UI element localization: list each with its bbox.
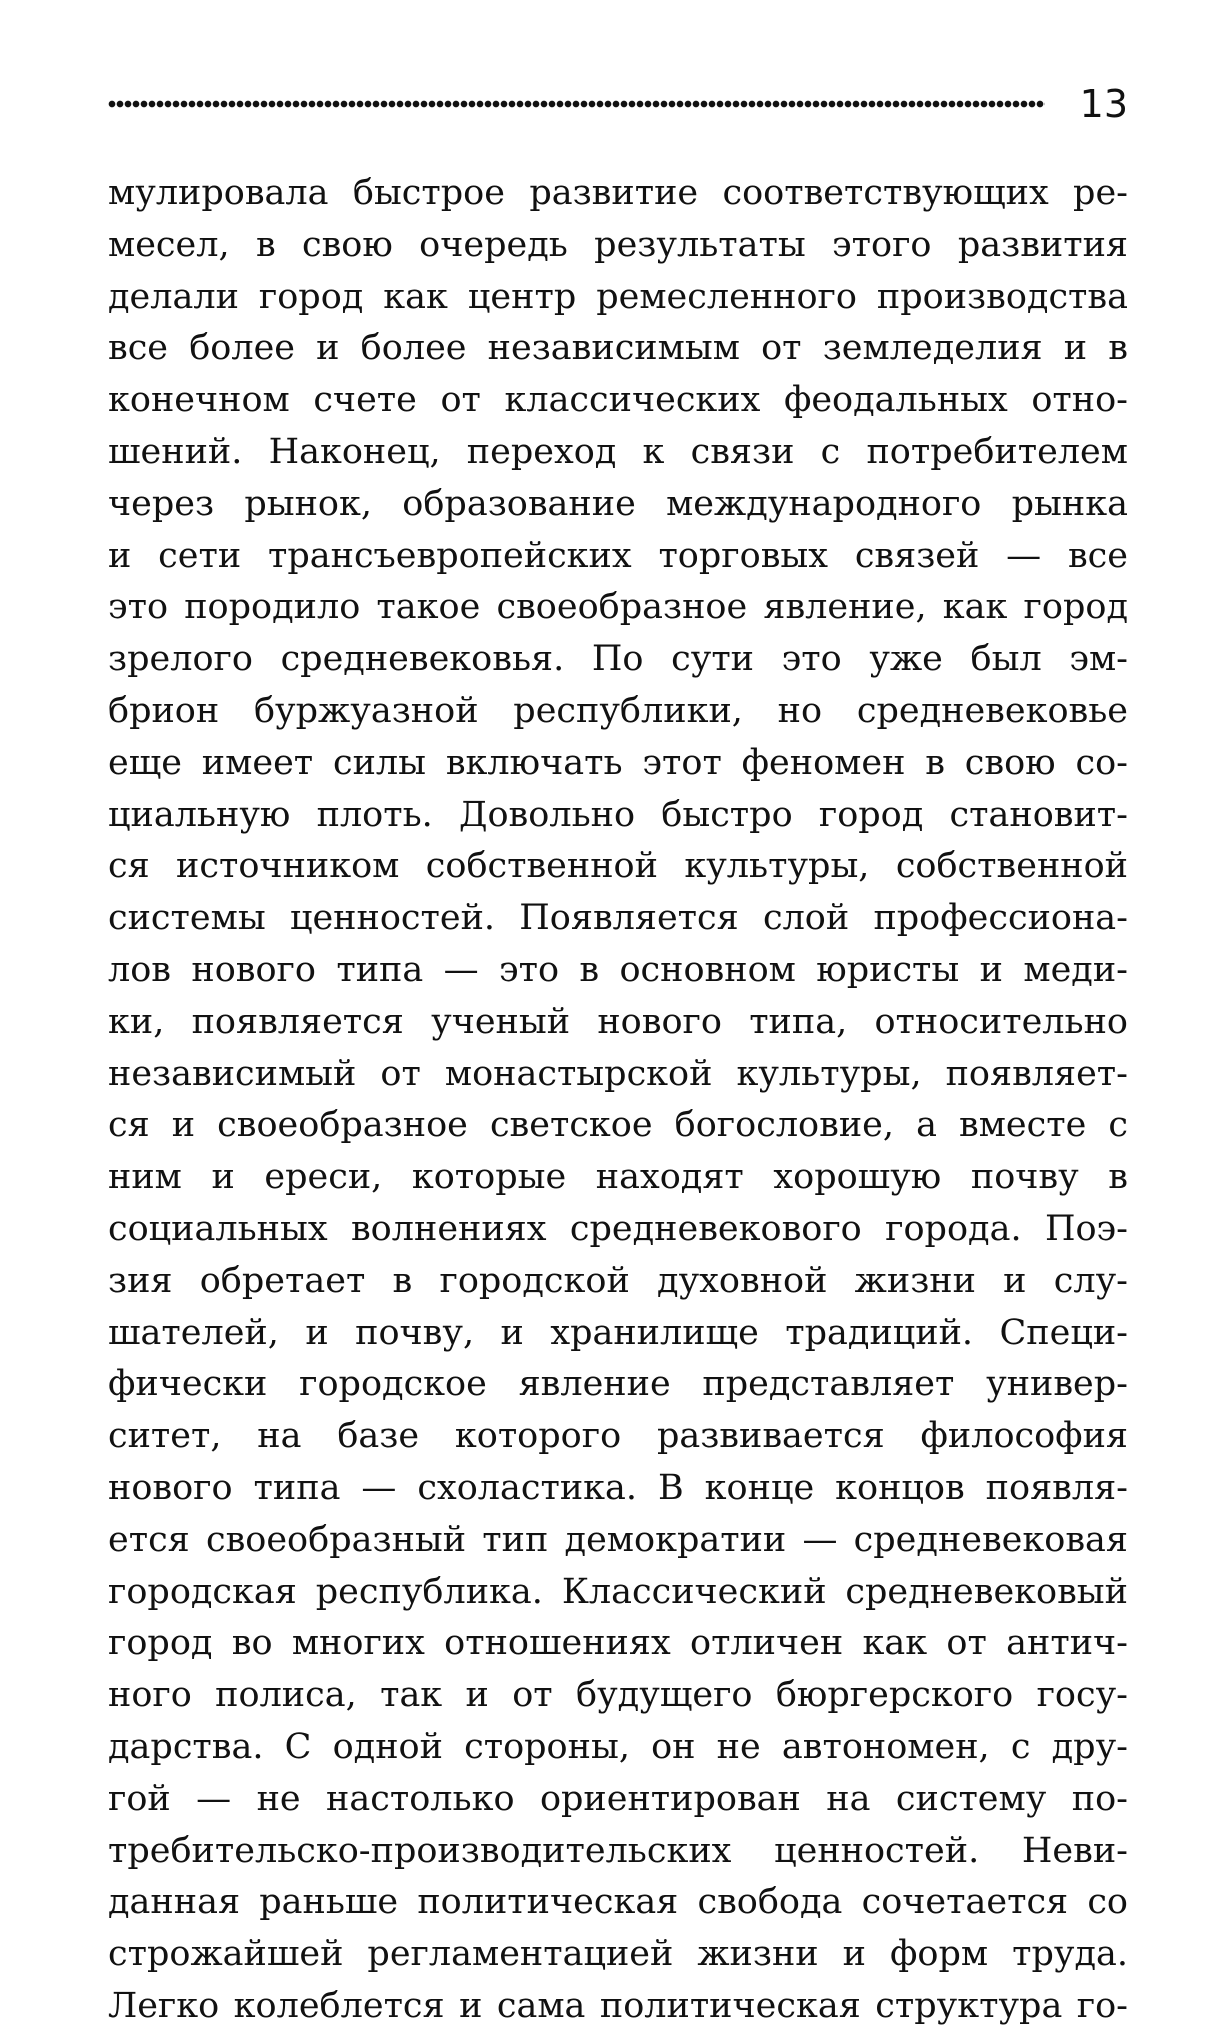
text-line: мулировала быстрое развитие соответствующих ре- [108, 173, 1128, 213]
text-line: независимый от монастырской культуры, появляет- [108, 1053, 1128, 1094]
text-line: через рынок, образование международного рынка [108, 483, 1128, 524]
text-line: нового типа — схоластика. В конце концов появля- [108, 1467, 1128, 1508]
text-line: ситет, на базе которого развивается философия [108, 1416, 1128, 1457]
text-line: фически городское явление представляет универ- [108, 1364, 1128, 1405]
text-line: шателей, и почву, и хранилище традиций. Специ- [108, 1312, 1128, 1353]
text-line: строжайшей регламентацией жизни и форм труда. [108, 1934, 1128, 1975]
text-line: ется своеобразный тип демократии — средневековая [108, 1519, 1128, 1560]
text-line: Легко колеблется и сама политическая структура го- [108, 1985, 1128, 2026]
text-line: ки, появляется ученый нового типа, относительно [108, 1001, 1128, 1042]
text-line: городская республика. Классический средневековый [108, 1571, 1128, 1612]
text-line: циальную плоть. Довольно быстро город становит- [108, 794, 1128, 835]
text-line: шений. Наконец, переход к связи с потребителем [108, 431, 1128, 472]
text-line: это породило такое своеобразное явление, как город [108, 587, 1128, 628]
text-line: делали город как центр ремесленного производства [108, 276, 1128, 317]
text-line: зия обретает в городской духовной жизни и слу- [108, 1260, 1128, 1301]
body-text [108, 168, 1128, 2033]
page-header [108, 84, 1128, 124]
text-line: все более и более независимым от земледелия и в [108, 328, 1128, 369]
text-line: конечном счете от классических феодальных отно- [108, 380, 1128, 421]
text-line: месел, в свою очередь результаты этого развития [108, 224, 1128, 265]
text-line: дарства. С одной стороны, он не автономен, с дру- [108, 1726, 1128, 1767]
text-line: социальных волнениях средневекового города. Поэ- [108, 1208, 1128, 1249]
text-line: и сети трансъевропейских торговых связей — все [108, 535, 1128, 576]
text-line: еще имеет силы включать этот феномен в свою со- [108, 742, 1128, 783]
text-line: лов нового типа — это в основном юристы и меди- [108, 949, 1128, 990]
text-line: ся источником собственной культуры, собственной [108, 846, 1128, 887]
text-line: гой — не настолько ориентирован на систему по- [108, 1778, 1128, 1819]
text-line: город во многих отношениях отличен как от антич- [108, 1623, 1128, 1664]
text-line: брион буржуазной республики, но средневековье [108, 690, 1128, 731]
page-number: 13 [1079, 82, 1128, 126]
text-line: зрелого средневековья. По сути это уже был эм- [108, 639, 1128, 680]
text-line: системы ценностей. Появляется слой профессиона- [108, 898, 1128, 939]
text-line: ним и ереси, которые находят хорошую почву в [108, 1157, 1128, 1198]
decorative-rule [108, 98, 1045, 110]
text-line: ного полиса, так и от будущего бюргерского госу- [108, 1675, 1128, 1716]
text-line: ся и своеобразное светское богословие, а вместе с [108, 1105, 1128, 1146]
text-line: данная раньше политическая свобода сочетается со [108, 1882, 1128, 1923]
text-line: требительско-производительских ценностей. Неви- [108, 1830, 1128, 1871]
